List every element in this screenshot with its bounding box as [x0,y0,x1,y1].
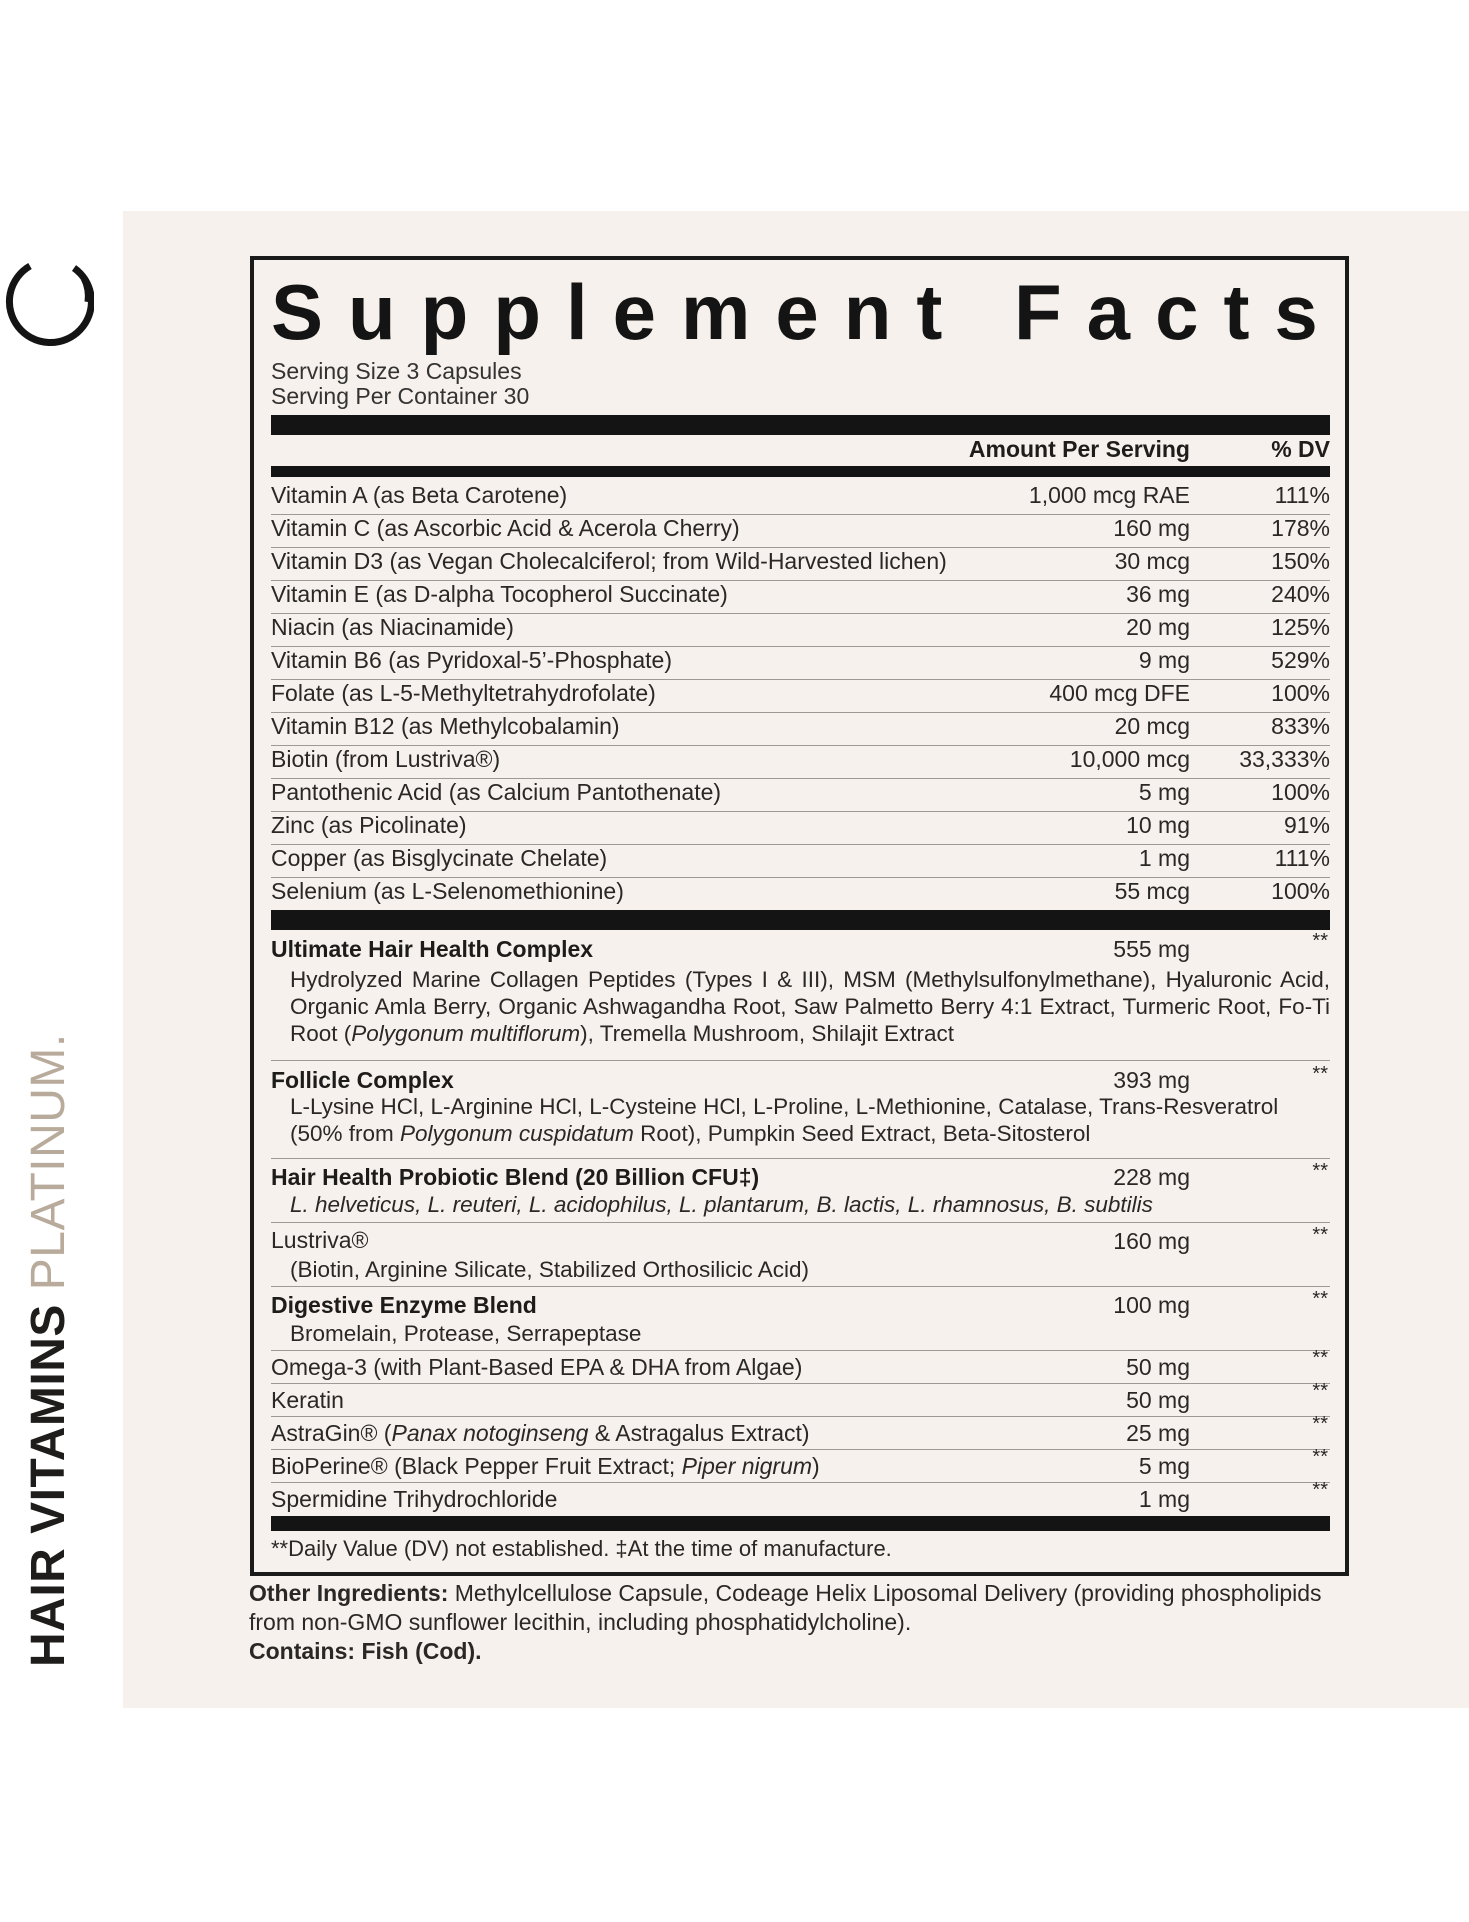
header-amount: Amount Per Serving [968,436,1190,462]
spermidine-row: Spermidine Trihydrochloride 1 mg ** [271,1479,1328,1512]
digestive-enzyme-row: Digestive Enzyme Blend 100 mg ** Bromelain, Protease, Serrapeptase [271,1287,1330,1351]
vitamin-row: Selenium (as L-Selenomethionine) 55 mcg 100% [271,878,1330,904]
follicle-complex-row: Follicle Complex 393 mg ** L-Lysine HCl, L-Arginine HCl, L-Cysteine HCl, L-Proline, L-Methionine, Catalase, Trans-Resveratrol (50% from Polygonum cuspidatum Root), Pumpkin Seed Extract, Beta-Sitosterol [271,1061,1330,1159]
vitamin-row: Pantothenic Acid (as Calcium Pantothenate) 5 mg 100% [271,779,1330,812]
vitamin-row: Vitamin D3 (as Vegan Cholecalciferol; from Wild-Harvested lichen) 30 mcg 150% [271,548,1330,581]
vitamin-row: Copper (as Bisglycinate Chelate) 1 mg 111% [271,845,1330,878]
product-name-vertical [22,907,75,1667]
hair-complex-ingredients: Hydrolyzed Marine Collagen Peptides (Types I & III), MSM (Methylsulfonylmethane), Hyaluronic Acid, Organic Amla Berry, Organic Ashwagandha Root, Saw Palmetto Berry 4:1 Extract, Turmeric Root, Fo-Ti Root (Polygonum multiflorum), Tremella Mushroom, Shilajit Extract [290,967,1330,1046]
servings-per-container: Serving Per Container 30 [271,383,530,409]
thick-divider [271,910,1330,930]
allergen-contains: Contains: Fish (Cod). [249,1638,482,1664]
supplement-facts-panel [250,256,1349,1576]
probiotic-blend-row: Hair Health Probiotic Blend (20 Billion CFU‡) 228 mg ** L. helveticus, L. reuteri, L. acidophilus, L. plantarum, B. lactis, L. rhamnosus, B. subtilis [271,1159,1330,1223]
vitamin-row: Vitamin B12 (as Methylcobalamin) 20 mcg 833% [271,713,1330,746]
astragin-row: AstraGin® (Panax notoginseng & Astragalus Extract) 25 mg ** [271,1417,1330,1450]
vitamin-row: Biotin (from Lustriva®) 10,000 mcg 33,333% [271,746,1330,779]
lustriva-ingredients: (Biotin, Arginine Silicate, Stabilized Orthosilicic Acid) [290,1257,809,1282]
thick-divider [271,415,1330,435]
medium-divider [271,466,1330,477]
other-ingredients [249,1579,1349,1666]
digestive-ingredients: Bromelain, Protease, Serrapeptase [290,1321,642,1346]
other-ingredients-text: Methylcellulose Capsule, Codeage Helix Liposomal Delivery (providing phospholipids from non-GMO sunflower lecithin, including phosphatidylcholine). [249,1580,1322,1635]
follicle-ingredients: L-Lysine HCl, L-Arginine HCl, L-Cysteine HCl, L-Proline, L-Methionine, Catalase, Trans-Resveratrol (50% from Polygonum cuspidatum Root), Pumpkin Seed Extract, Beta-Sitosterol [290,1094,1279,1146]
vitamin-row: Niacin (as Niacinamide) 20 mg 125% [271,614,1330,647]
vitamin-row: Folate (as L-5-Methyltetrahydrofolate) 400 mcg DFE 100% [271,680,1330,713]
serving-size: Serving Size 3 Capsules [271,358,522,384]
vitamin-row: Vitamin B6 (as Pyridoxal-5’-Phosphate) 9 mg 529% [271,647,1330,680]
hair-complex-row: Ultimate Hair Health Complex 555 mg ** Hydrolyzed Marine Collagen Peptides (Types I & III), MSM (Methylsulfonylmethane), Hyaluronic Acid, Organic Amla Berry, Organic Ashwagandha Root, Saw Palmetto Berry 4:1 Extract, Turmeric Root, Fo-Ti Root (Polygonum multiflorum), Tremella Mushroom, Shilajit Extract [271,934,1330,1061]
thick-divider [271,1516,1330,1531]
vitamin-row: Vitamin C (as Ascorbic Acid & Acerola Cherry) 160 mg 178% [271,515,1330,548]
omega3-row: Omega-3 (with Plant-Based EPA & DHA from Algae) 50 mg ** [271,1351,1330,1384]
lustriva-row: Lustriva® 160 mg ** (Biotin, Arginine Silicate, Stabilized Orthosilicic Acid) [271,1223,1330,1287]
vitamin-row: Vitamin E (as D-alpha Tocopherol Succinate) 36 mg 240% [271,581,1330,614]
bioperine-row: BioPerine® (Black Pepper Fruit Extract; Piper nigrum) 5 mg ** [271,1450,1330,1483]
facts-title: Supplement Facts [271,268,1343,356]
vitamin-row: Zinc (as Picolinate) 10 mg 91% [271,812,1330,845]
footnote: **Daily Value (DV) not established. ‡At the time of manufacture. [271,1536,892,1561]
header-dv: % DV [1271,436,1330,462]
vitamin-row: Vitamin A (as Beta Carotene) 1,000 mcg RAE 111% [271,482,1330,515]
product-name-bold: HAIR VITAMINS [22,1304,75,1667]
probiotic-ingredients: L. helveticus, L. reuteri, L. acidophilus, L. plantarum, B. lactis, L. rhamnosus, B. subtilis [290,1192,1153,1217]
open-circle-logo-icon [0,258,94,354]
other-ingredients-label: Other Ingredients: [249,1580,449,1606]
keratin-row: Keratin 50 mg ** [271,1384,1330,1417]
product-name-light: PLATINUM. [22,1033,75,1291]
